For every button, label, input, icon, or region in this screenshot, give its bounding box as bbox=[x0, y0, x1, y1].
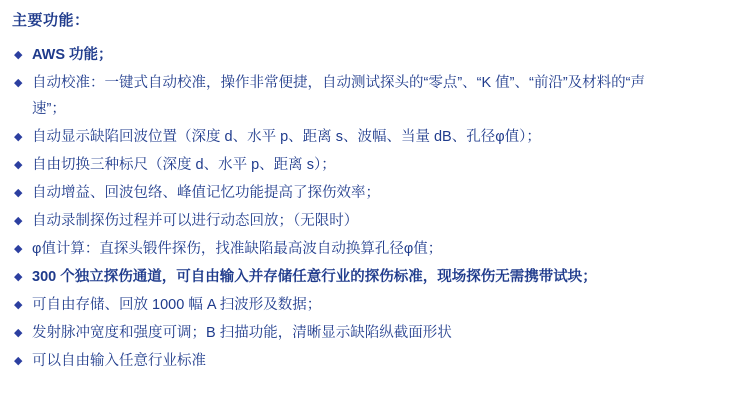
diamond-bullet-icon: ◆ bbox=[14, 243, 23, 255]
list-item bbox=[8, 292, 731, 318]
diamond-bullet-icon: ◆ bbox=[14, 271, 23, 283]
list-item-label: φ值计算：直探头锻件探伤，找准缺陷最高波自动换算孔径φ值； bbox=[32, 241, 443, 257]
diamond-bullet-icon: ◆ bbox=[14, 327, 23, 339]
diamond-bullet-icon: ◆ bbox=[14, 299, 23, 311]
list-item bbox=[8, 180, 731, 206]
list-item-label: 发射脉冲宽度和强度可调；B 扫描功能，清晰显示缺陷纵截面形状 bbox=[32, 325, 452, 341]
list-item bbox=[8, 208, 731, 234]
list-item bbox=[8, 42, 731, 68]
diamond-bullet-icon: ◆ bbox=[14, 49, 23, 61]
list-item-label: 自动增益、回波包络、峰值记忆功能提高了探伤效率； bbox=[32, 185, 380, 201]
list-item bbox=[8, 320, 731, 346]
features-list bbox=[8, 42, 731, 374]
diamond-bullet-icon: ◆ bbox=[14, 159, 23, 171]
list-item-label: AWS 功能； bbox=[32, 47, 113, 63]
list-item bbox=[8, 124, 731, 150]
list-item bbox=[8, 348, 731, 374]
diamond-bullet-icon: ◆ bbox=[14, 355, 23, 367]
list-item bbox=[8, 152, 731, 178]
list-item-label: 自由切换三种标尺（深度 d、水平 p、距离 s）； bbox=[32, 157, 336, 173]
diamond-bullet-icon: ◆ bbox=[14, 215, 23, 227]
page-title: 主要功能： bbox=[12, 12, 90, 29]
diamond-bullet-icon: ◆ bbox=[14, 187, 23, 199]
list-item bbox=[8, 236, 731, 262]
list-item bbox=[8, 70, 731, 122]
list-item-label: 可自由存储、回放 1000 幅 A 扫波形及数据； bbox=[32, 297, 322, 313]
list-item-label: 自动录制探伤过程并可以进行动态回放；（无限时） bbox=[32, 213, 359, 229]
list-item-label: 自动校准：一键式自动校准，操作非常便捷，自动测试探头的“零点”、“K 值”、“前沿”及材料的“声速”； bbox=[32, 75, 645, 117]
list-item-label: 300 个独立探伤通道，可自由输入并存储任意行业的探伤标准，现场探伤无需携带试块； bbox=[32, 269, 597, 285]
diamond-bullet-icon: ◆ bbox=[14, 131, 23, 143]
diamond-bullet-icon: ◆ bbox=[14, 77, 23, 89]
list-item-label: 可以自由输入任意行业标准 bbox=[32, 353, 206, 369]
list-item-label: 自动显示缺陷回波位置（深度 d、水平 p、距离 s、波幅、当量 dB、孔径φ值）； bbox=[32, 129, 541, 145]
list-item bbox=[8, 264, 731, 290]
